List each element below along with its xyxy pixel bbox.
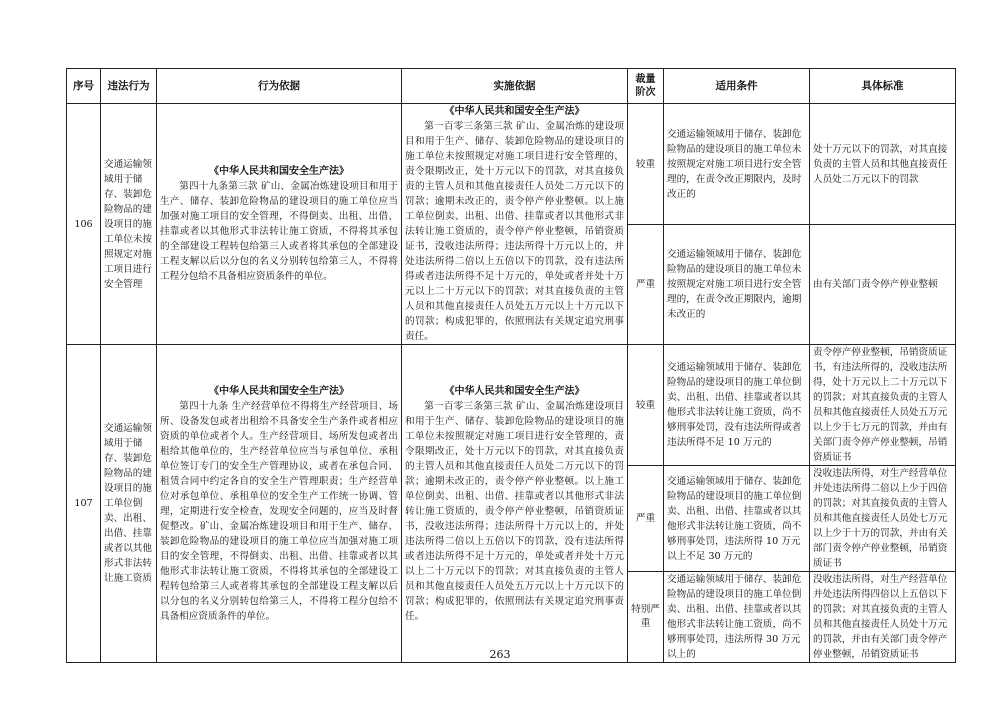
legal-basis-cell [157,345,402,663]
discretion-level: 严重 [628,225,664,345]
violation-cell: 交通运输领域用于储存、装卸危险物品的建设项目的施工单位未按照规定对施工项目进行安全管理 [101,104,157,345]
legal-basis-title: 《中华人民共和国安全生产法》 [209,166,349,177]
legal-basis-text: 第四十九条 生产经营单位不得将生产经营项目、场所、设备发包或者出租给不具备安全生产条件或者相应资质的单位或者个人。生产经营项目、场所发包或者出租给其他单位的，生产经营单位应当与承包单位、承租单位签订专门的安全生产管理协议，或者在承包合同、租赁合同中约定各自的安全生产管理职责；生产经营单位对承包单位、承租单位的安全生产工作统一协调、管理，定期进行安全检查，发现安全问题的，应当及时督促整改。矿山、金属冶炼建设项目和用于生产、储存、装卸危险物品的建设项目的施工单位应当加强对施工项目的安全管理，不得倒卖、出租、出借、挂靠或者以其他形式非法转让施工资质，不得将其承包的全部建设工程转包给第三人或者将其承包的全部建设工程支解以后以分包的名义分别转包给第三人，不得将工程分包给不具备相应资质条件的单位。 [160,400,398,622]
discretion-level: 严重 [628,466,664,572]
standard-cell: 责令停产停业整顿，吊销资质证书，有违法所得的，没收违法所得，处十万元以上二十万元以下的罚款；对其直接负责的主管人员和其他直接责任人员处五万元以上少于七万元的罚款，并由有关部门责令停产停业整顿，吊销资质证书 [810,345,956,466]
condition-cell: 交通运输领域用于储存、装卸危险物品的建设项目的施工单位倒卖、出租、出借、挂靠或者以其他形式非法转让施工资质，尚不够刑事处罚，违法所得 30 万元以上的 [664,572,810,663]
header-row [67,69,956,104]
impl-basis-cell [402,345,628,663]
standard-cell: 处十万元以下的罚款，对其直接负责的主管人员和其他直接责任人员处二万元以下的罚款 [810,104,956,225]
condition-cell: 交通运输领域用于储存、装卸危险物品的建设项目的施工单位倒卖、出租、出借、挂靠或者以其他形式非法转让施工资质，尚不够刑事处罚，违法所得 10 万元以上不足 30 万元的 [664,466,810,572]
discretion-level: 较重 [628,345,664,466]
header-discretion: 裁量阶次 [628,69,664,104]
impl-basis-cell [402,104,628,345]
header-seq: 序号 [67,69,101,104]
standard-cell: 没收违法所得，对生产经营单位并处违法所得二倍以上少于四倍的罚款；对其直接负责的主管人员和其他直接责任人员处七万元以上少于十万的罚款，并由有关部门责令停产停业整顿，吊销资质证书 [810,466,956,572]
table-row [67,345,956,466]
standard-cell: 由有关部门责令停产停业整顿 [810,225,956,345]
header-legal-basis: 行为依据 [157,69,402,104]
discretion-level: 特别严重 [628,572,664,663]
impl-basis-title: 《中华人民共和国安全生产法》 [444,385,585,397]
condition-cell: 交通运输领域用于储存、装卸危险物品的建设项目的施工单位倒卖、出租、出借、挂靠或者以其他形式非法转让施工资质，尚不够刑事处罚，没有违法所得或者违法所得不足 10 万元的 [664,345,810,466]
discretion-level: 较重 [628,104,664,225]
page-number: 263 [489,648,511,661]
violation-cell: 交通运输领域用于储存、装卸危险物品的建设项目的施工单位倒卖、出租、出借、挂靠或者以其他形式非法转让施工资质 [101,345,157,663]
header-violation: 违法行为 [101,69,157,104]
legal-basis-title: 《中华人民共和国安全生产法》 [209,385,349,397]
condition-cell: 交通运输领域用于储存、装卸危险物品的建设项目的施工单位未按照规定对施工项目进行安全管理的，在责令改正期限内，及时改正的 [664,104,810,225]
legal-basis-cell [157,104,402,345]
legal-basis-text: 第四十九条第三款 矿山、金属冶炼建设项目和用于生产、储存、装卸危险物品的建设项目的施工单位应当加强对施工项目的安全管理，不得倒卖、出租、出借、挂靠或者以其他形式非法转让施工资质，不得将其承包的全部建设工程转包给第三人或者将其承包的全部建设工程支解以后以分包的名义分别转包给第三人，不得将工程分包给不具备相应资质条件的单位。 [160,181,398,282]
impl-basis-text: 第一百零三条第三款 矿山、金属冶炼的建设项目和用于生产、储存、装卸危险物品的建设项目的施工单位未按照规定对施工项目进行安全管理的，责令限期改正，处十万元以下的罚款，对其直接负责的主管人员和其他直接责任人员处二万元以下的罚款；逾期未改正的，责令停产停业整顿。以上施工单位倒卖、出租、出借、挂靠或者以其他形式非法转让施工资质的，责令停产停业整顿，吊销资质证书，没收违法所得；违法所得十万元以上的，并处违法所得二倍以上五倍以下的罚款，没有违法所得或者违法所得不足十万元的，单处或者并处十万元以上二十万元以下的罚款；对其直接负责的主管人员和其他直接责任人员处五万元以上十万元以下的罚款；构成犯罪的，依照刑法有关规定追究刑事责任。 [405,121,624,342]
header-impl-basis: 实施依据 [402,69,628,104]
seq-cell: 107 [67,345,101,663]
impl-basis-title: 《中华人民共和国安全生产法》 [444,106,585,117]
condition-cell: 交通运输领域用于储存、装卸危险物品的建设项目的施工单位未按照规定对施工项目进行安全管理的，在责令改正期限内，逾期未改正的 [664,225,810,345]
header-conditions: 适用条件 [664,69,810,104]
table-row [67,104,956,225]
seq-cell: 106 [67,104,101,345]
penalty-discretion-table [66,68,956,663]
standard-cell: 没收违法所得，对生产经营单位并处违法所得四倍以上五倍以下的罚款；对其直接负责的主管人员和其他直接责任人员处十万元的罚款，并由有关部门责令停产停业整顿，吊销资质证书 [810,572,956,663]
header-standard: 具体标准 [810,69,956,104]
impl-basis-text: 第一百零三条第三款 矿山、金属冶炼建设项目和用于生产、储存、装卸危险物品的建设项目的施工单位未按照规定对施工项目进行安全管理的，责令限期改正，处十万元以下的罚款，对其直接负责的主管人员和其他直接责任人员处二万元以下的罚款；逾期未改正的，责令停产停业整顿。以上施工单位倒卖、出租、出借、挂靠或者以其他形式非法转让施工资质的，责令停产停业整顿，吊销资质证书，没收违法所得；违法所得十万元以上的，并处违法所得二倍以上五倍以下的罚款，没有违法所得或者违法所得不足十万元的，单处或者并处十万元以上二十万元以下的罚款；对其直接负责的主管人员和其他直接责任人员处五万元以上十万元以下的罚款；构成犯罪的，依照刑法有关规定追究刑事责任。 [405,400,624,622]
